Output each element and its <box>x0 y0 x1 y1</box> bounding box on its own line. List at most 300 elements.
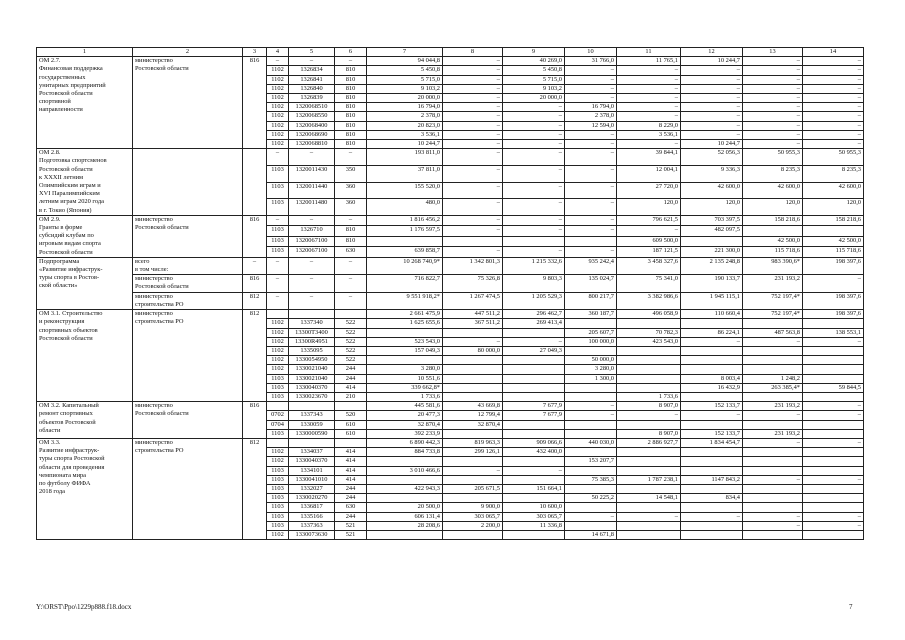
value-cell: – <box>443 57 503 66</box>
value-cell: – <box>565 247 617 258</box>
value-cell <box>565 521 617 530</box>
value-cell: 520 <box>335 411 367 420</box>
grbs-cell: 812 <box>243 292 267 309</box>
value-cell: 360 187,7 <box>565 310 617 319</box>
value-cell <box>681 346 743 355</box>
value-cell <box>443 475 503 484</box>
value-cell: 198 397,6 <box>803 292 864 309</box>
value-cell: – <box>565 165 617 182</box>
executor-cell: министерство Ростовской области <box>133 402 243 439</box>
value-cell <box>681 420 743 429</box>
value-cell <box>743 319 803 328</box>
value-cell: 3 536,1 <box>367 130 443 139</box>
value-cell <box>803 319 864 328</box>
value-cell: 20 500,0 <box>367 503 443 512</box>
value-cell <box>617 365 681 374</box>
value-cell <box>803 503 864 512</box>
value-cell: 2 886 927,7 <box>617 438 681 447</box>
value-cell: – <box>565 411 617 420</box>
value-cell: 135 024,7 <box>565 275 617 292</box>
value-cell <box>681 356 743 365</box>
value-cell: 1330000590 <box>289 429 335 438</box>
value-cell: 1 945 115,1 <box>681 292 743 309</box>
value-cell: – <box>443 182 503 199</box>
value-cell: 10 244,7 <box>681 57 743 66</box>
value-cell <box>503 365 565 374</box>
value-cell: 9 900,0 <box>443 503 503 512</box>
value-cell: 422 943,3 <box>367 484 443 493</box>
column-number: 3 <box>243 48 267 57</box>
value-cell <box>367 457 443 466</box>
value-cell: – <box>803 66 864 75</box>
value-cell: 12 594,0 <box>565 121 617 130</box>
value-cell <box>565 503 617 512</box>
value-cell: 1102 <box>267 448 289 457</box>
column-number: 11 <box>617 48 681 57</box>
value-cell: 231 193,2 <box>743 402 803 411</box>
value-cell: 1102 <box>267 346 289 355</box>
value-cell: 152 133,7 <box>681 402 743 411</box>
value-cell: 115 718,6 <box>803 247 864 258</box>
value-cell: 152 133,7 <box>681 429 743 438</box>
value-cell <box>267 402 289 411</box>
value-cell: 367 511,2 <box>443 319 503 328</box>
value-cell: – <box>803 121 864 130</box>
value-cell: 983 390,6* <box>743 257 803 274</box>
value-cell: – <box>743 121 803 130</box>
value-cell: – <box>565 75 617 84</box>
value-cell: 414 <box>335 448 367 457</box>
value-cell: – <box>743 411 803 420</box>
value-cell: 5 450,8 <box>367 66 443 75</box>
value-cell: 1102 <box>267 66 289 75</box>
value-cell: – <box>267 292 289 309</box>
value-cell: 884 733,8 <box>367 448 443 457</box>
value-cell: 50 000,0 <box>565 356 617 365</box>
value-cell: 810 <box>335 130 367 139</box>
value-cell: 1320068550 <box>289 112 335 121</box>
value-cell: – <box>743 75 803 84</box>
value-cell: 7 677,9 <box>503 402 565 411</box>
value-cell: 414 <box>335 383 367 392</box>
value-cell <box>617 466 681 475</box>
value-cell: 14 671,8 <box>565 530 617 539</box>
value-cell: – <box>617 226 681 237</box>
value-cell <box>617 503 681 512</box>
column-number-row <box>37 48 864 57</box>
value-cell: 935 242,4 <box>565 257 617 274</box>
value-cell <box>617 484 681 493</box>
value-cell: 6 890 442,3 <box>367 438 443 447</box>
executor-cell: министерство Ростовской области <box>133 275 243 292</box>
value-cell: – <box>335 292 367 309</box>
value-cell <box>681 365 743 374</box>
value-cell: 909 066,6 <box>503 438 565 447</box>
value-cell: 1103 <box>267 466 289 475</box>
value-cell: 94 044,8 <box>367 57 443 66</box>
value-cell: 1102 <box>267 530 289 539</box>
value-cell: 350 <box>335 165 367 182</box>
value-cell: 1330021040 <box>289 374 335 383</box>
value-cell: – <box>443 84 503 93</box>
grbs-cell: 816 <box>243 402 267 439</box>
value-cell: 42 500,0 <box>803 236 864 247</box>
grbs-cell: 812 <box>243 310 267 402</box>
table-row <box>37 292 864 309</box>
value-cell: 819 963,3 <box>443 438 503 447</box>
table-body <box>37 57 864 540</box>
value-cell: 244 <box>335 374 367 383</box>
value-cell <box>443 494 503 503</box>
value-cell: 28 208,6 <box>367 521 443 530</box>
value-cell <box>443 374 503 383</box>
value-cell: 9 803,3 <box>503 275 565 292</box>
value-cell: 1102 <box>267 356 289 365</box>
grbs-cell: – <box>243 257 267 274</box>
value-cell: 3 458 327,6 <box>617 257 681 274</box>
value-cell <box>743 356 803 365</box>
value-cell: 639 858,7 <box>367 247 443 258</box>
value-cell: 2 378,0 <box>565 112 617 121</box>
value-cell <box>803 226 864 237</box>
value-cell <box>803 484 864 493</box>
value-cell: 303 065,7 <box>503 512 565 521</box>
value-cell: 432 400,0 <box>503 448 565 457</box>
value-cell: 1102 <box>267 103 289 112</box>
value-cell: 9 103,2 <box>367 84 443 93</box>
value-cell: 1 215 332,6 <box>503 257 565 274</box>
value-cell: – <box>617 66 681 75</box>
value-cell: 16 794,0 <box>367 103 443 112</box>
value-cell: 13300Т3400 <box>289 328 335 337</box>
value-cell <box>743 448 803 457</box>
value-cell: – <box>743 475 803 484</box>
value-cell: 8 907,0 <box>617 429 681 438</box>
value-cell: 205 607,7 <box>565 328 617 337</box>
value-cell: 1103 <box>267 494 289 503</box>
value-cell: 1334037 <box>289 448 335 457</box>
value-cell <box>743 457 803 466</box>
value-cell: 2 378,0 <box>367 112 443 121</box>
value-cell: – <box>681 512 743 521</box>
value-cell: 5 715,0 <box>503 75 565 84</box>
value-cell <box>803 466 864 475</box>
value-cell: 151 664,1 <box>503 484 565 493</box>
column-number: 9 <box>503 48 565 57</box>
value-cell: 1102 <box>267 75 289 84</box>
table-row <box>37 310 864 319</box>
value-cell: 10 600,0 <box>503 503 565 512</box>
value-cell <box>803 448 864 457</box>
value-cell <box>743 420 803 429</box>
value-cell: 1103 <box>267 374 289 383</box>
value-cell <box>503 383 565 392</box>
value-cell <box>503 356 565 365</box>
value-cell <box>743 346 803 355</box>
value-cell: 1335095 <box>289 346 335 355</box>
column-number: 7 <box>367 48 443 57</box>
value-cell <box>803 356 864 365</box>
value-cell: 1103 <box>267 392 289 401</box>
value-cell: 1337363 <box>289 521 335 530</box>
value-cell: 610 <box>335 429 367 438</box>
value-cell: 244 <box>335 365 367 374</box>
column-number: 13 <box>743 48 803 57</box>
value-cell: 1320067100 <box>289 236 335 247</box>
grbs-cell: 816 <box>243 275 267 292</box>
value-cell <box>289 310 335 319</box>
value-cell: 120,0 <box>743 199 803 216</box>
value-cell: 42 500,0 <box>743 236 803 247</box>
value-cell: – <box>681 103 743 112</box>
value-cell: 1320068510 <box>289 103 335 112</box>
value-cell: 198 397,6 <box>803 257 864 274</box>
value-cell: – <box>503 130 565 139</box>
value-cell: 1330040370 <box>289 383 335 392</box>
grbs-cell: 812 <box>243 438 267 539</box>
value-cell: 1332027 <box>289 484 335 493</box>
value-cell: 1102 <box>267 337 289 346</box>
value-cell: – <box>503 140 565 149</box>
value-cell: – <box>503 199 565 216</box>
value-cell: 120,0 <box>681 199 743 216</box>
value-cell: 12 799,4 <box>443 411 503 420</box>
value-cell: – <box>803 94 864 103</box>
value-cell: 1 733,6 <box>617 392 681 401</box>
value-cell: – <box>681 130 743 139</box>
value-cell: 482 097,5 <box>681 226 743 237</box>
value-cell: 303 065,7 <box>443 512 503 521</box>
value-cell: – <box>803 112 864 121</box>
value-cell <box>367 494 443 503</box>
value-cell <box>617 383 681 392</box>
value-cell <box>681 484 743 493</box>
value-cell <box>743 226 803 237</box>
value-cell: – <box>803 140 864 149</box>
value-cell: 210 <box>335 392 367 401</box>
value-cell <box>443 365 503 374</box>
executor-cell: министерство строительства РО <box>133 310 243 402</box>
value-cell: – <box>443 103 503 112</box>
table-row <box>37 402 864 411</box>
value-cell: 521 <box>335 530 367 539</box>
value-cell: 339 662,8* <box>367 383 443 392</box>
value-cell: – <box>443 247 503 258</box>
value-cell <box>335 310 367 319</box>
value-cell: – <box>443 121 503 130</box>
value-cell: 1102 <box>267 457 289 466</box>
value-cell: 42 600,0 <box>743 182 803 199</box>
value-cell <box>503 420 565 429</box>
value-cell: 110 660,4 <box>681 310 743 319</box>
value-cell: 120,0 <box>803 199 864 216</box>
value-cell: – <box>335 275 367 292</box>
column-number: 1 <box>37 48 133 57</box>
value-cell: 360 <box>335 182 367 199</box>
value-cell <box>565 420 617 429</box>
value-cell: – <box>267 257 289 274</box>
value-cell: 1326834 <box>289 66 335 75</box>
value-cell: 10 268 740,9* <box>367 257 443 274</box>
value-cell: 299 126,1 <box>443 448 503 457</box>
value-cell <box>617 530 681 539</box>
value-cell: 8 235,3 <box>743 165 803 182</box>
value-cell: – <box>803 411 864 420</box>
value-cell: – <box>267 149 289 166</box>
value-cell: 523 543,0 <box>367 337 443 346</box>
value-cell: 1103 <box>267 383 289 392</box>
value-cell: – <box>565 215 617 226</box>
value-cell: 190 133,7 <box>681 275 743 292</box>
value-cell: 8 229,0 <box>617 121 681 130</box>
value-cell <box>443 356 503 365</box>
value-cell: 157 049,3 <box>367 346 443 355</box>
value-cell <box>267 438 289 447</box>
value-cell: – <box>443 140 503 149</box>
value-cell: 1 733,6 <box>367 392 443 401</box>
value-cell <box>617 319 681 328</box>
value-cell: – <box>803 521 864 530</box>
value-cell: 155 520,0 <box>367 182 443 199</box>
measure-title: ОМ 3.3. Развитие инфраструк- туры спорта Ростовской области для проведения чемпионата мира по футболу ФИФА 2018 года <box>37 438 133 539</box>
value-cell: 70 782,3 <box>617 328 681 337</box>
value-cell: – <box>681 66 743 75</box>
value-cell: – <box>617 94 681 103</box>
value-cell: 1 300,0 <box>565 374 617 383</box>
value-cell: – <box>503 149 565 166</box>
value-cell <box>503 494 565 503</box>
value-cell: – <box>565 149 617 166</box>
value-cell: 11 765,1 <box>617 57 681 66</box>
value-cell: 80 000,0 <box>443 346 503 355</box>
value-cell: – <box>743 130 803 139</box>
value-cell: 39 844,1 <box>617 149 681 166</box>
value-cell: 360 <box>335 199 367 216</box>
value-cell <box>803 365 864 374</box>
value-cell: 20 000,0 <box>503 94 565 103</box>
value-cell: 3 382 986,6 <box>617 292 681 309</box>
value-cell: – <box>335 57 367 66</box>
value-cell: – <box>565 402 617 411</box>
value-cell: 1335166 <box>289 512 335 521</box>
value-cell: 630 <box>335 503 367 512</box>
value-cell: – <box>803 103 864 112</box>
value-cell: 1103 <box>267 503 289 512</box>
value-cell: 1320011440 <box>289 182 335 199</box>
value-cell: 1326839 <box>289 94 335 103</box>
value-cell: 522 <box>335 319 367 328</box>
value-cell <box>367 356 443 365</box>
value-cell: 1102 <box>267 112 289 121</box>
value-cell: 9 103,2 <box>503 84 565 93</box>
value-cell: 1103 <box>267 199 289 216</box>
value-cell <box>743 494 803 503</box>
value-cell: 10 244,7 <box>367 140 443 149</box>
value-cell: – <box>681 121 743 130</box>
value-cell: 752 197,4* <box>743 310 803 319</box>
table-row <box>37 275 864 292</box>
value-cell: 1326841 <box>289 75 335 84</box>
value-cell: – <box>443 66 503 75</box>
value-cell: – <box>443 149 503 166</box>
value-cell: 9 336,3 <box>681 165 743 182</box>
value-cell: – <box>443 165 503 182</box>
value-cell: 1102 <box>267 94 289 103</box>
value-cell <box>565 319 617 328</box>
value-cell: – <box>503 226 565 237</box>
value-cell: 40 269,0 <box>503 57 565 66</box>
value-cell: 2 661 475,9 <box>367 310 443 319</box>
value-cell: 52 056,3 <box>681 149 743 166</box>
value-cell <box>681 466 743 475</box>
value-cell: 1102 <box>267 365 289 374</box>
value-cell: 153 207,7 <box>565 457 617 466</box>
value-cell: 810 <box>335 75 367 84</box>
value-cell: – <box>565 130 617 139</box>
value-cell: – <box>803 75 864 84</box>
column-number: 8 <box>443 48 503 57</box>
value-cell: – <box>743 521 803 530</box>
value-cell: 3 280,0 <box>565 365 617 374</box>
value-cell <box>503 236 565 247</box>
measure-title: ОМ 2.8. Подготовка спортсменов Ростовской области к XXXII летним Олимпийским играм и XVI Паралимпийским летним играм 2020 года в г. Токио (Япония) <box>37 149 133 216</box>
value-cell: 414 <box>335 457 367 466</box>
measure-title: ОМ 2.9. Гранты в форме субсидий клубам по игровым видам спорта Ростовской области <box>37 215 133 257</box>
value-cell: 16 794,0 <box>565 103 617 112</box>
value-cell: 1326710 <box>289 226 335 237</box>
value-cell: 1330059 <box>289 420 335 429</box>
value-cell <box>367 236 443 247</box>
value-cell <box>743 530 803 539</box>
value-cell: – <box>503 337 565 346</box>
value-cell: 59 844,5 <box>803 383 864 392</box>
value-cell <box>617 346 681 355</box>
value-cell: 1320068690 <box>289 130 335 139</box>
value-cell: 716 822,7 <box>367 275 443 292</box>
value-cell <box>681 530 743 539</box>
value-cell: 423 543,0 <box>617 337 681 346</box>
value-cell: 244 <box>335 494 367 503</box>
value-cell: 50 955,3 <box>743 149 803 166</box>
value-cell <box>367 475 443 484</box>
value-cell: 810 <box>335 84 367 93</box>
value-cell: 138 553,1 <box>803 328 864 337</box>
value-cell: – <box>743 57 803 66</box>
value-cell: 1103 <box>267 429 289 438</box>
value-cell: – <box>565 226 617 237</box>
value-cell: 42 600,0 <box>803 182 864 199</box>
value-cell: 810 <box>335 94 367 103</box>
value-cell: 810 <box>335 226 367 237</box>
value-cell: – <box>443 94 503 103</box>
value-cell: – <box>335 149 367 166</box>
grbs-cell: 816 <box>243 57 267 149</box>
value-cell: – <box>289 57 335 66</box>
value-cell: – <box>803 130 864 139</box>
value-cell: 1103 <box>267 512 289 521</box>
value-cell: – <box>503 165 565 182</box>
value-cell: – <box>617 140 681 149</box>
value-cell: – <box>743 103 803 112</box>
value-cell <box>289 402 335 411</box>
value-cell: 1102 <box>267 140 289 149</box>
value-cell: 1147 843,2 <box>681 475 743 484</box>
value-cell: – <box>565 199 617 216</box>
value-cell: 800 217,7 <box>565 292 617 309</box>
value-cell: – <box>681 337 743 346</box>
value-cell <box>503 457 565 466</box>
value-cell: 414 <box>335 466 367 475</box>
